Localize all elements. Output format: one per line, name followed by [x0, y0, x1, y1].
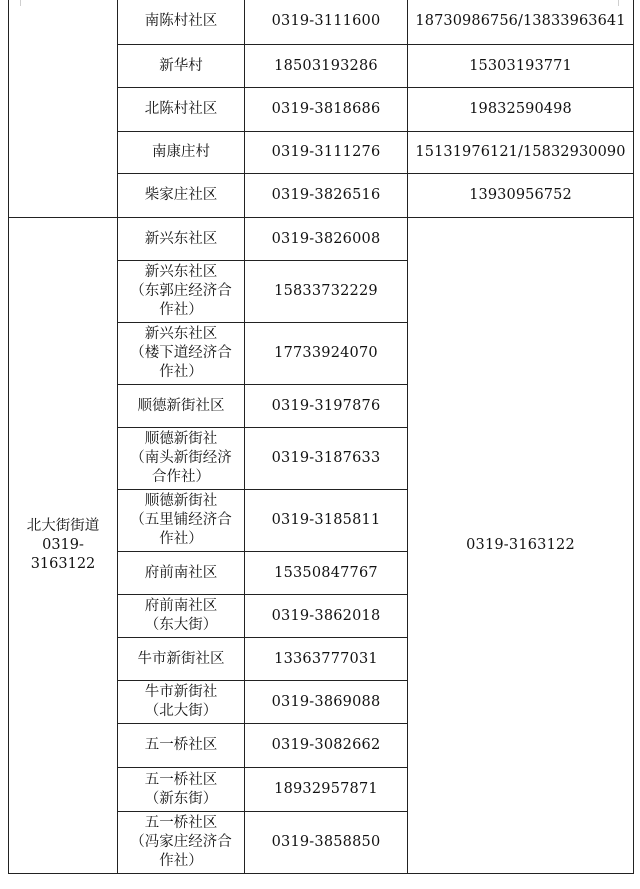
community-name: 府前南社区 （东大街） [118, 595, 245, 638]
landline-phone: 17733924070 [245, 323, 408, 385]
landline-phone: 15350847767 [245, 552, 408, 595]
landline-phone: 0319-3111276 [245, 132, 408, 174]
community-name: 五一桥社区 （冯家庄经济合 作社） [118, 812, 245, 874]
street-cell-blank [9, 0, 118, 218]
landline-phone: 15833732229 [245, 261, 408, 323]
street-phone: 0319-3163122 [30, 537, 96, 572]
community-name: 南陈村社区 [118, 0, 245, 45]
landline-phone: 0319-3818686 [245, 88, 408, 132]
mobile-phone: 15303193771 [408, 45, 634, 88]
community-name: 新华村 [118, 45, 245, 88]
community-name: 五一桥社区 （新东街） [118, 768, 245, 812]
landline-phone: 0319-3187633 [245, 428, 408, 490]
landline-phone: 0319-3862018 [245, 595, 408, 638]
landline-phone: 13363777031 [245, 638, 408, 681]
landline-phone: 0319-3826008 [245, 218, 408, 261]
community-name: 新兴东社区 （东郭庄经济合 作社） [118, 261, 245, 323]
mobile-phone: 18730986756/13833963641 [408, 0, 634, 45]
landline-phone: 18503193286 [245, 45, 408, 88]
community-name: 柴家庄社区 [118, 174, 245, 218]
street-cell [9, 218, 118, 874]
community-name: 顺德新街社区 [118, 385, 245, 428]
community-name: 五一桥社区 [118, 724, 245, 768]
landline-phone: 0319-3111600 [245, 0, 408, 45]
community-name: 顺德新街社 （五里铺经济合 作社） [118, 490, 245, 552]
street-merged-phone: 0319-3163122 [408, 218, 634, 874]
landline-phone: 0319-3197876 [245, 385, 408, 428]
community-name: 牛市新街社 （北大街） [118, 681, 245, 724]
community-name: 顺德新街社 （南头新街经济 合作社） [118, 428, 245, 490]
street-name: 北大街街道 [26, 518, 100, 534]
table-row [9, 0, 634, 45]
landline-phone: 0319-3869088 [245, 681, 408, 724]
landline-phone: 0319-3082662 [245, 724, 408, 768]
landline-phone: 0319-3858850 [245, 812, 408, 874]
landline-phone: 0319-3826516 [245, 174, 408, 218]
community-name: 新兴东社区 [118, 218, 245, 261]
community-name: 府前南社区 [118, 552, 245, 595]
table-row [9, 218, 634, 261]
mobile-phone: 13930956752 [408, 174, 634, 218]
community-name: 北陈村社区 [118, 88, 245, 132]
landline-phone: 0319-3185811 [245, 490, 408, 552]
community-name: 南康庄村 [118, 132, 245, 174]
landline-phone: 18932957871 [245, 768, 408, 812]
mobile-phone: 19832590498 [408, 88, 634, 132]
community-name: 新兴东社区 （楼下道经济合 作社） [118, 323, 245, 385]
mobile-phone: 15131976121/15832930090 [408, 132, 634, 174]
community-name: 牛市新街社区 [118, 638, 245, 681]
contact-table [8, 0, 634, 874]
